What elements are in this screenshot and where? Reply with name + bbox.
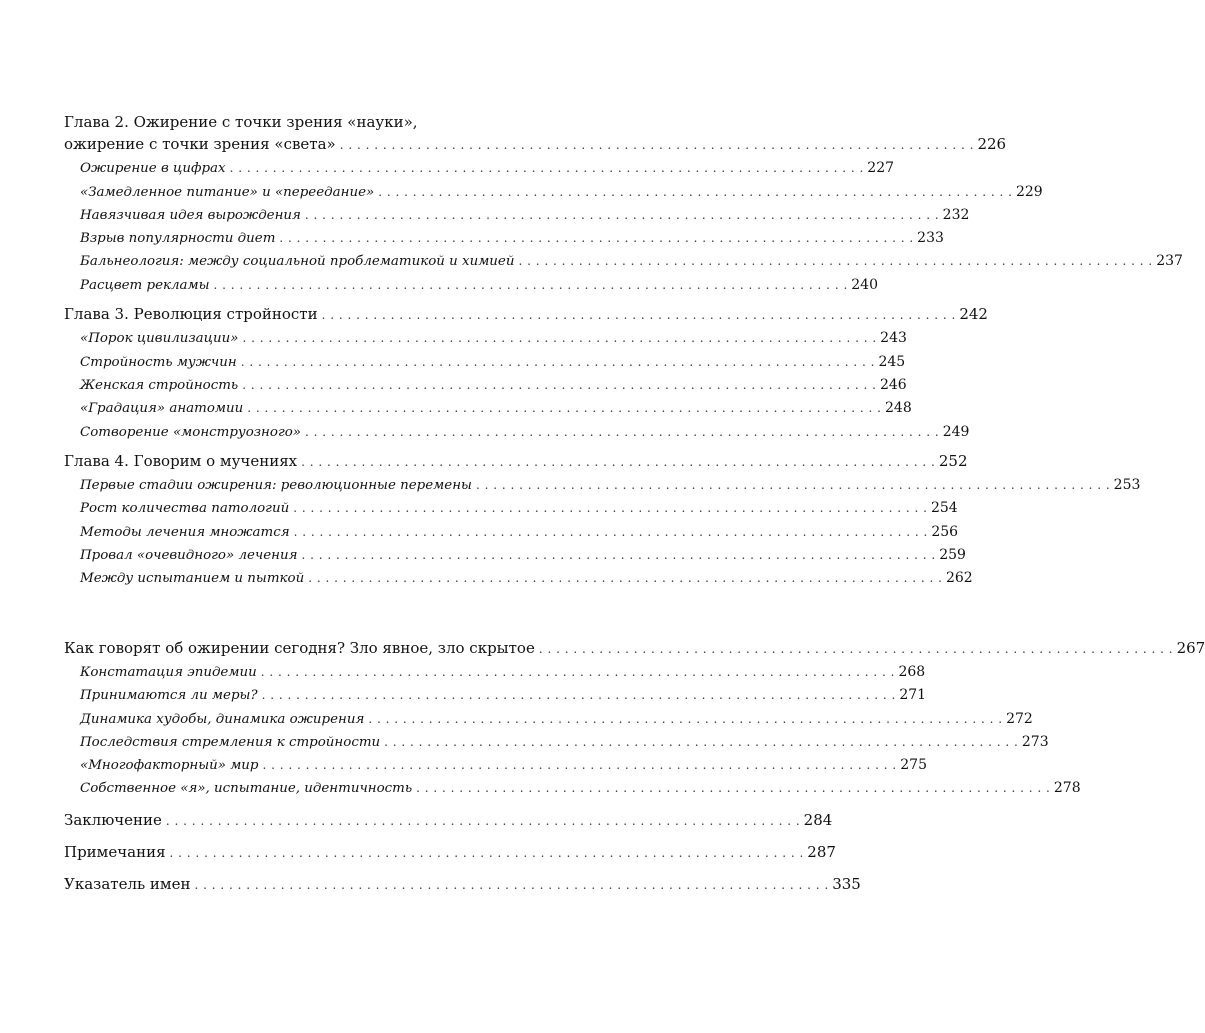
chapter-4-entry[interactable]: [64, 450, 968, 474]
toc-subentry[interactable]: [64, 708, 1033, 731]
page-number: 243: [880, 330, 907, 347]
toc-subentry[interactable]: [64, 397, 912, 420]
dot-leader: [214, 274, 848, 297]
subentry-title: Провал «очевидного» лечения: [80, 548, 298, 564]
dot-leader: [242, 327, 876, 350]
subentry-title: Сотворение «монструозного»: [80, 424, 301, 440]
chapter-2-title-line1: Глава 2. Ожирение с точки зрения «науки»,: [64, 113, 418, 131]
subentry-title: Между испытанием и пыткой: [80, 571, 305, 587]
subentry-title: Навязчивая идея вырождения: [80, 207, 301, 223]
chapter-4-title: Глава 4. Говорим о мучениях: [64, 451, 298, 470]
page-number: 272: [1006, 710, 1033, 727]
page-number: 278: [1053, 780, 1081, 797]
subentry-title: «Порок цивилизации»: [80, 331, 239, 347]
page-number: 254: [930, 500, 958, 517]
page-number: 245: [878, 353, 906, 370]
toc-subentry[interactable]: [64, 497, 958, 520]
dot-leader: [241, 351, 875, 374]
index-title: Указатель имен: [64, 875, 191, 894]
page-number: 259: [939, 547, 966, 564]
dot-leader: [261, 661, 895, 684]
subentry-title: Рост количества патологий: [80, 501, 290, 517]
page-number: 252: [938, 451, 968, 470]
page-number: 226: [977, 135, 1007, 153]
toc-subentry[interactable]: [64, 474, 1141, 497]
dot-leader: [476, 474, 1110, 497]
dot-leader: [384, 731, 1018, 754]
subentry-title: Собственное «я», испытание, идентичность: [80, 781, 413, 797]
dot-leader: [322, 304, 956, 327]
toc-subentry[interactable]: [64, 777, 1081, 800]
page-number: 335: [832, 875, 861, 894]
dot-leader: [305, 204, 939, 227]
toc-subentry[interactable]: [64, 181, 1043, 204]
page-number: 227: [867, 160, 895, 177]
page-number: 240: [851, 276, 878, 293]
dot-leader: [368, 708, 1002, 731]
toc-subentry[interactable]: [64, 567, 973, 590]
toc-subentry[interactable]: [64, 227, 944, 250]
chapter-3-entry[interactable]: [64, 303, 988, 327]
toc-subentry[interactable]: [64, 731, 1049, 754]
dot-leader: [247, 397, 881, 420]
page-number: 271: [899, 687, 927, 704]
chapter-3-title: Глава 3. Революция стройности: [64, 305, 318, 324]
page-number: 268: [898, 663, 926, 680]
notes-entry[interactable]: [64, 841, 836, 865]
index-entry[interactable]: [64, 873, 861, 897]
page-number: 287: [807, 843, 836, 862]
conclusion-title: Заключение: [64, 810, 162, 829]
page-number: 284: [803, 810, 833, 829]
page-number: 248: [885, 400, 912, 417]
subentry-title: Методы лечения множатся: [80, 524, 290, 540]
dot-leader: [301, 544, 935, 567]
dot-leader: [279, 227, 913, 250]
dot-leader: [170, 842, 804, 865]
dot-leader: [263, 754, 897, 777]
toc-subentry[interactable]: [64, 754, 927, 777]
toc-subentry[interactable]: [64, 351, 906, 374]
dot-leader: [242, 374, 876, 397]
page-number: 229: [1015, 183, 1043, 200]
toc-subentry[interactable]: [64, 204, 970, 227]
subentry-title: Бальнеология: между социальной проблематикой и химией: [80, 254, 515, 270]
dot-leader: [301, 451, 935, 474]
page-number: 242: [959, 305, 988, 324]
subentry-title: «Замедленное питание» и «переедание»: [80, 184, 375, 200]
dot-leader: [518, 250, 1152, 273]
toc-subentry[interactable]: [64, 274, 878, 297]
dot-leader: [340, 134, 974, 157]
subentry-title: Женская стройность: [80, 377, 239, 393]
notes-title: Примечания: [64, 843, 166, 862]
dot-leader: [293, 497, 927, 520]
chapter-2-title-line2: ожирение с точки зрения «света»: [64, 135, 336, 153]
subentry-title: Ожирение в цифрах: [80, 161, 226, 177]
toc-subentry[interactable]: [64, 544, 966, 567]
page-number: 249: [942, 423, 970, 440]
page-number: 262: [945, 570, 973, 587]
subentry-title: Последствия стремления к стройности: [80, 734, 381, 750]
dot-leader: [416, 777, 1050, 800]
dot-leader: [194, 874, 828, 897]
dot-leader: [166, 810, 800, 833]
page-number: 237: [1156, 253, 1183, 270]
part-today-entry[interactable]: [64, 637, 1205, 661]
subentry-title: Расцвет рекламы: [80, 277, 210, 293]
table-of-contents: [64, 112, 1205, 898]
chapter-2-entry[interactable]: [64, 133, 1007, 157]
subentry-title: Стройность мужчин: [80, 354, 237, 370]
page-number: 267: [1176, 638, 1205, 657]
page-number: 246: [879, 376, 907, 393]
subentry-title: «Градация» анатомии: [80, 401, 244, 417]
subentry-title: Принимаются ли меры?: [80, 688, 258, 704]
toc-subentry[interactable]: [64, 684, 927, 707]
part-today-title: Как говорят об ожирении сегодня? Зло явное, зло скрытое: [64, 638, 535, 657]
dot-leader: [308, 567, 942, 590]
page-number: 273: [1021, 733, 1049, 750]
page-number: 256: [931, 523, 959, 540]
conclusion-entry[interactable]: [64, 809, 833, 833]
page-number: 233: [917, 230, 944, 247]
dot-leader: [305, 421, 939, 444]
dot-leader: [294, 521, 928, 544]
toc-subentry[interactable]: [64, 661, 926, 684]
toc-subentry[interactable]: [64, 250, 1183, 273]
subentry-title: Взрыв популярности диет: [80, 231, 276, 247]
toc-subentry[interactable]: [64, 327, 907, 350]
dot-leader: [378, 181, 1012, 204]
subentry-title: Первые стадии ожирения: революционные перемены: [80, 478, 472, 494]
dot-leader: [262, 684, 896, 707]
page-number: 232: [942, 206, 970, 223]
dot-leader: [230, 157, 864, 180]
page-number: 275: [900, 757, 927, 774]
subentry-title: «Многофакторный» мир: [80, 758, 259, 774]
toc-subentry[interactable]: [64, 521, 959, 544]
toc-subentry[interactable]: [64, 374, 907, 397]
subentry-title: Констатация эпидемии: [80, 664, 257, 680]
dot-leader: [539, 638, 1173, 661]
page-number: 253: [1113, 477, 1141, 494]
subentry-title: Динамика худобы, динамика ожирения: [80, 711, 365, 727]
toc-subentry[interactable]: [64, 421, 970, 444]
toc-subentry[interactable]: [64, 157, 895, 180]
